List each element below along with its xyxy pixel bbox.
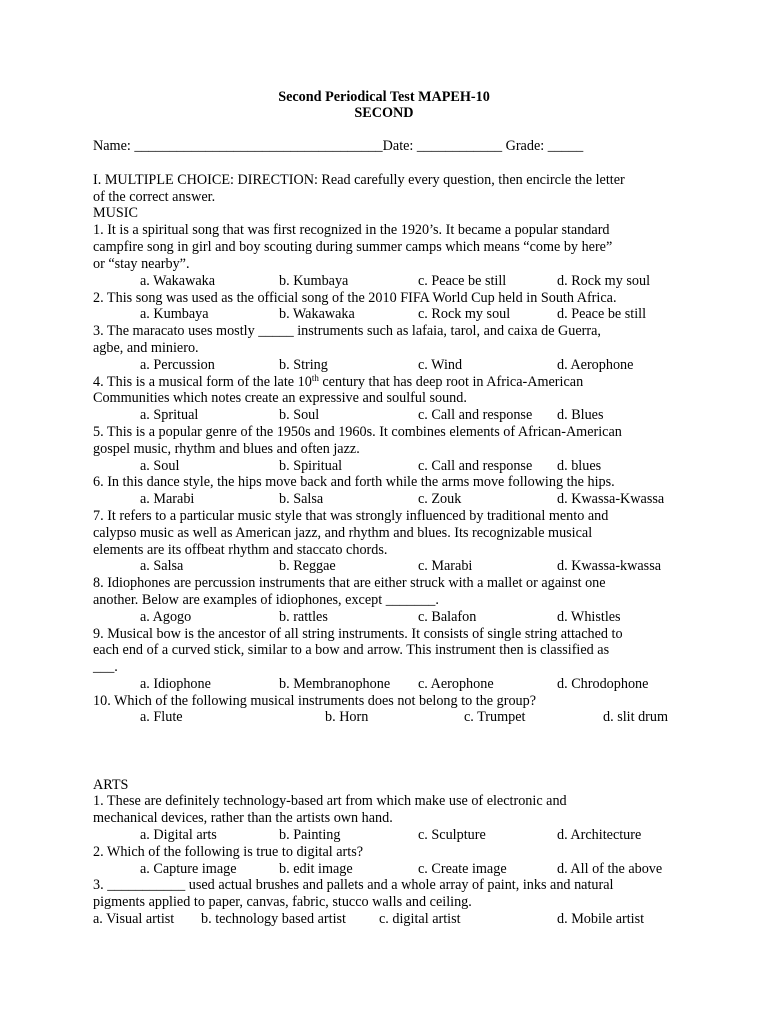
music-q4-text: Communities which notes create an expressive and soulful sound. [93, 390, 467, 406]
music-q1-option-c[interactable]: c. Peace be still [418, 273, 507, 289]
music-q9-text: 9. Musical bow is the ancestor of all string instruments. It consists of single string attached to [93, 626, 623, 642]
music-q5-text: 5. This is a popular genre of the 1950s and 1960s. It combines elements of African-American [93, 424, 622, 440]
music-q4-option-c[interactable]: c. Call and response [418, 407, 533, 423]
music-q6-option-b[interactable]: b. Salsa [279, 491, 324, 507]
music-q5-text: gospel music, rhythm and blues and often jazz. [93, 441, 360, 457]
music-q7-text: 7. It refers to a particular music style that was strongly influenced by traditional mento and [93, 508, 609, 524]
arts-q3-option-a[interactable]: a. Visual artist [93, 911, 175, 927]
music-q6-option-c[interactable]: c. Zouk [418, 491, 462, 507]
arts-q1-text: 1. These are definitely technology-based art from which make use of electronic and [93, 793, 567, 809]
arts-q3-text: 3. ___________ used actual brushes and pallets and a whole array of paint, inks and natural [93, 877, 614, 893]
music-q2-option-a[interactable]: a. Kumbaya [140, 306, 209, 322]
music-q5-option-a[interactable]: a. Soul [140, 458, 180, 474]
music-q3-option-a[interactable]: a. Percussion [140, 357, 215, 373]
arts-q1-option-c[interactable]: c. Sculpture [418, 827, 486, 843]
superscript-th: th [311, 373, 319, 383]
arts-q3-text: pigments applied to paper, canvas, fabric, stucco walls and ceiling. [93, 894, 472, 910]
music-q8-option-a[interactable]: a. Agogo [140, 609, 192, 625]
music-q5-option-b[interactable]: b. Spiritual [279, 458, 343, 474]
music-q1-option-a[interactable]: a. Wakawaka [140, 273, 216, 289]
music-q8-option-d[interactable]: d. Whistles [557, 609, 621, 625]
arts-q2-option-d[interactable]: d. All of the above [557, 861, 663, 877]
arts-q3-option-b[interactable]: b. technology based artist [201, 911, 346, 927]
music-q4-option-a[interactable]: a. Spritual [140, 407, 199, 423]
music-q1-text: 1. It is a spiritual song that was first recognized in the 1920’s. It became a popular standard [93, 222, 610, 238]
arts-q1-option-d[interactable]: d. Architecture [557, 827, 642, 843]
music-q7-option-c[interactable]: c. Marabi [418, 558, 473, 574]
music-q10-option-a[interactable]: a. Flute [140, 709, 183, 725]
music-q6-text: 6. In this dance style, the hips move back and forth while the arms move following the hips. [93, 474, 615, 490]
music-q2-option-d[interactable]: d. Peace be still [557, 306, 647, 322]
page-subtitle: SECOND [354, 105, 414, 121]
page-title: Second Periodical Test MAPEH-10 [278, 89, 490, 105]
music-q3-text: 3. The maracato uses mostly _____ instruments such as lafaia, tarol, and caixa de Guerra, [93, 323, 601, 339]
music-q10-text: 10. Which of the following musical instruments does not belong to the group? [93, 693, 537, 709]
music-q7-text: calypso music as well as American jazz, and rhythm and blues. Its recognizable musical [93, 525, 593, 541]
music-q9-option-a[interactable]: a. Idiophone [140, 676, 211, 692]
music-q10-option-c[interactable]: c. Trumpet [464, 709, 526, 725]
music-q4-option-d[interactable]: d. Blues [557, 407, 604, 423]
music-q3-option-d[interactable]: d. Aerophone [557, 357, 634, 373]
music-q8-option-b[interactable]: b. rattles [279, 609, 328, 625]
music-q1-option-d[interactable]: d. Rock my soul [557, 273, 651, 289]
arts-q3-option-c[interactable]: c. digital artist [379, 911, 461, 927]
directions-line-2: of the correct answer. [93, 189, 216, 205]
music-q5-option-d[interactable]: d. blues [557, 458, 602, 474]
music-q7-option-d[interactable]: d. Kwassa-kwassa [557, 558, 662, 574]
music-q6-option-a[interactable]: a. Marabi [140, 491, 195, 507]
arts-q1-option-b[interactable]: b. Painting [279, 827, 341, 843]
music-q10-option-d[interactable]: d. slit drum [603, 709, 669, 725]
arts-q2-option-a[interactable]: a. Capture image [140, 861, 237, 877]
arts-heading: ARTS [93, 777, 129, 793]
music-q4-option-b[interactable]: b. Soul [279, 407, 320, 423]
name-date-grade-line: Name: ___________________________________Date: ____________ Grade: _____ [93, 138, 584, 154]
music-q7-option-b[interactable]: b. Reggae [279, 558, 336, 574]
music-q9-option-b[interactable]: b. Membranophone [279, 676, 391, 692]
music-q1-text: campfire song in girl and boy scouting during summer camps which means “come by here” [93, 239, 613, 255]
music-q2-option-c[interactable]: c. Rock my soul [418, 306, 511, 322]
music-q3-option-c[interactable]: c. Wind [418, 357, 463, 373]
music-q8-option-c[interactable]: c. Balafon [418, 609, 477, 625]
arts-q2-text: 2. Which of the following is true to digital arts? [93, 844, 364, 860]
arts-q2-option-b[interactable]: b. edit image [279, 861, 353, 877]
music-q7-option-a[interactable]: a. Salsa [140, 558, 184, 574]
music-q2-text: 2. This song was used as the official song of the 2010 FIFA World Cup held in South Africa. [93, 290, 617, 306]
music-q9-text: each end of a curved stick, similar to a bow and arrow. This instrument then is classified as [93, 642, 610, 658]
music-q3-text: agbe, and miniero. [93, 340, 199, 356]
arts-q1-option-a[interactable]: a. Digital arts [140, 827, 217, 843]
music-q5-option-c[interactable]: c. Call and response [418, 458, 533, 474]
music-q7-text: elements are its offbeat rhythm and staccato chords. [93, 542, 388, 558]
music-q8-text: another. Below are examples of idiophones, except _______. [93, 592, 439, 608]
music-heading: MUSIC [93, 205, 138, 221]
arts-q1-text: mechanical devices, rather than the artists own hand. [93, 810, 393, 826]
music-q9-option-c[interactable]: c. Aerophone [418, 676, 494, 692]
music-q9-text: ___. [93, 659, 118, 675]
music-q8-text: 8. Idiophones are percussion instruments that are either struck with a mallet or against one [93, 575, 606, 591]
music-q10-option-b[interactable]: b. Horn [325, 709, 369, 725]
music-q4-text: 4. This is a musical form of the late 10th century that has deep root in Africa-American [93, 373, 584, 390]
arts-q2-option-c[interactable]: c. Create image [418, 861, 507, 877]
directions-line-1: I. MULTIPLE CHOICE: DIRECTION: Read carefully every question, then encircle the letter [93, 172, 625, 188]
music-q9-option-d[interactable]: d. Chrodophone [557, 676, 649, 692]
arts-q3-option-d[interactable]: d. Mobile artist [557, 911, 645, 927]
music-q2-option-b[interactable]: b. Wakawaka [279, 306, 355, 322]
music-q3-option-b[interactable]: b. String [279, 357, 328, 373]
music-q1-text: or “stay nearby”. [93, 256, 190, 272]
music-q6-option-d[interactable]: d. Kwassa-Kwassa [557, 491, 665, 507]
music-q1-option-b[interactable]: b. Kumbaya [279, 273, 349, 289]
